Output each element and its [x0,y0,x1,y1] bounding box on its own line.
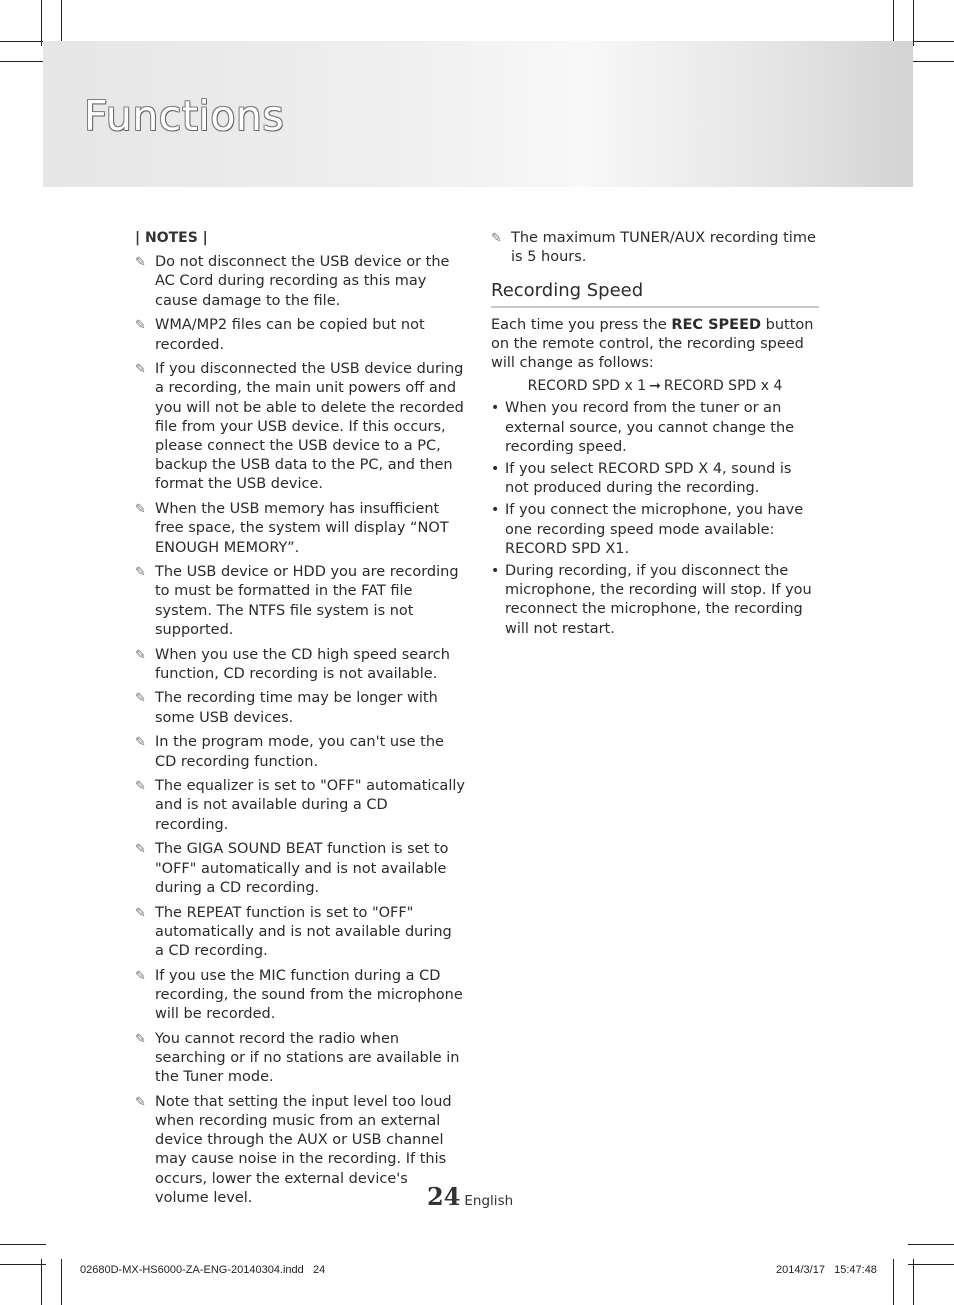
pencil-icon: ✎ [135,905,146,921]
note-item [135,646,465,684]
note-item [135,500,465,558]
page-language: English [464,1193,514,1209]
notes-list [135,253,465,1208]
note-item [135,840,465,898]
crop-mark [908,61,954,62]
note-item [135,967,465,1025]
note-item [135,777,465,835]
pencil-icon: ✎ [135,255,146,271]
note-item [135,1093,465,1208]
bullet-dot-icon: • [491,461,500,478]
page-number: 24 [427,1182,461,1211]
pencil-icon: ✎ [135,779,146,795]
intro-text: Each time you press the [491,316,672,333]
bullet-list [491,399,819,638]
crop-mark [913,1259,914,1305]
note-text: The maximum TUNER/AUX recording time is 5 hours. [511,230,816,266]
pencil-icon: ✎ [135,691,146,707]
pencil-icon: ✎ [135,735,146,751]
left-column [135,229,465,1214]
note-item [135,689,465,727]
crop-mark [0,1244,46,1245]
crop-mark [893,0,894,46]
note-text: You cannot record the radio when searching or if no stations are available in the Tuner mode. [155,1030,460,1086]
note-text: If you disconnected the USB device during a recording, the main unit powers off and you will not be able to delete the recorded file from your USB device. If this occurs, please connect the USB device to a PC, backup the USB data to the PC, and then format the USB device. [155,361,464,493]
pencil-icon: ✎ [135,842,146,858]
crop-mark [908,1244,954,1245]
crop-mark [41,0,42,46]
note-text: WMA/MP2 files can be copied but not recorded. [155,317,425,353]
note-item [135,360,465,494]
pencil-icon: ✎ [135,362,146,378]
section-title: Recording Speed [491,281,819,307]
intro-text: button on the remote control, the recording speed will change as follows: [491,316,814,372]
note-text: In the program mode, you can't use the CD recording function. [155,734,444,770]
right-column [491,229,819,642]
bullet-text: During recording, if you disconnect the microphone, the recording will stop. If you reconnect the microphone, the recording will not restart. [505,563,812,637]
note-text: Note that setting the input level too loud when recording music from an external device through the AUX or USB channel may cause noise in the recording. If this occurs, lower the external device's volume level. [155,1093,452,1206]
note-item [135,904,465,962]
print-slug-date: 2014/3/17 15:47:48 [776,1264,877,1276]
note-text: The recording time may be longer with some USB devices. [155,690,438,726]
rec-speed-label: REC SPEED [671,316,762,333]
crop-mark [0,61,46,62]
bullet-text: If you select RECORD SPD X 4, sound is not produced during the recording. [505,461,792,497]
page-title: Functions [84,92,285,140]
crop-mark [0,1264,46,1265]
speed-sequence [491,377,819,396]
pencil-icon: ✎ [135,565,146,581]
crop-mark [908,1264,954,1265]
note-text: When you use the CD high speed search function, CD recording is not available. [155,646,450,682]
note-text: The GIGA SOUND BEAT function is set to "OFF" automatically and is not available during a CD recording. [155,841,449,896]
top-note-list [491,229,819,267]
crop-mark [913,0,914,46]
crop-mark [908,41,954,42]
crop-mark [61,0,62,46]
crop-mark [893,1259,894,1305]
crop-mark [0,41,46,42]
bullet-dot-icon: • [491,502,500,519]
pencil-icon: ✎ [135,318,146,334]
note-text: If you use the MIC function during a CD recording, the sound from the microphone will be recorded. [155,967,463,1023]
pencil-icon: ✎ [135,1031,146,1047]
note-item [491,229,819,267]
pencil-icon: ✎ [491,231,502,246]
note-item [135,1030,465,1088]
notes-heading: | NOTES | [135,230,208,246]
bullet-text: When you record from the tuner or an external source, you cannot change the recording speed. [505,400,795,455]
bullet-item [491,562,819,639]
bullet-text: If you connect the microphone, you have one recording speed mode available: RECORD SPD X1. [505,502,804,557]
intro-paragraph [491,316,819,374]
note-item [135,316,465,354]
crop-mark [61,1259,62,1305]
note-text: The REPEAT function is set to "OFF" automatically and is not available during a CD recording. [155,904,452,959]
note-text: Do not disconnect the USB device or the AC Cord during recording as this may cause damage to the file. [155,254,450,309]
bullet-dot-icon: • [491,563,500,580]
page-footer [427,1182,513,1211]
pencil-icon: ✎ [135,502,146,518]
note-item [135,563,465,640]
print-slug-file: 02680D-MX-HS6000-ZA-ENG-20140304.indd 24 [80,1264,326,1276]
bullet-item [491,460,819,498]
sequence-to: RECORD SPD x 4 [663,378,783,395]
bullet-dot-icon: • [491,400,500,417]
pencil-icon: ✎ [135,1094,146,1110]
pencil-icon: ✎ [135,968,146,984]
sequence-from: RECORD SPD x 1 [527,378,647,395]
note-item [135,253,465,311]
arrow-right-icon: ➞ [649,378,661,395]
bullet-item [491,399,819,457]
note-text: When the USB memory has insufficient free space, the system will display “NOT ENOUGH MEMORY”. [155,501,449,556]
note-text: The equalizer is set to "OFF" automatically and is not available during a CD recording. [155,778,465,833]
note-item [135,733,465,771]
crop-mark [41,1259,42,1305]
note-text: The USB device or HDD you are recording to must be formatted in the FAT file system. The NTFS file system is not supported. [155,564,459,638]
pencil-icon: ✎ [135,647,146,663]
bullet-item [491,501,819,559]
